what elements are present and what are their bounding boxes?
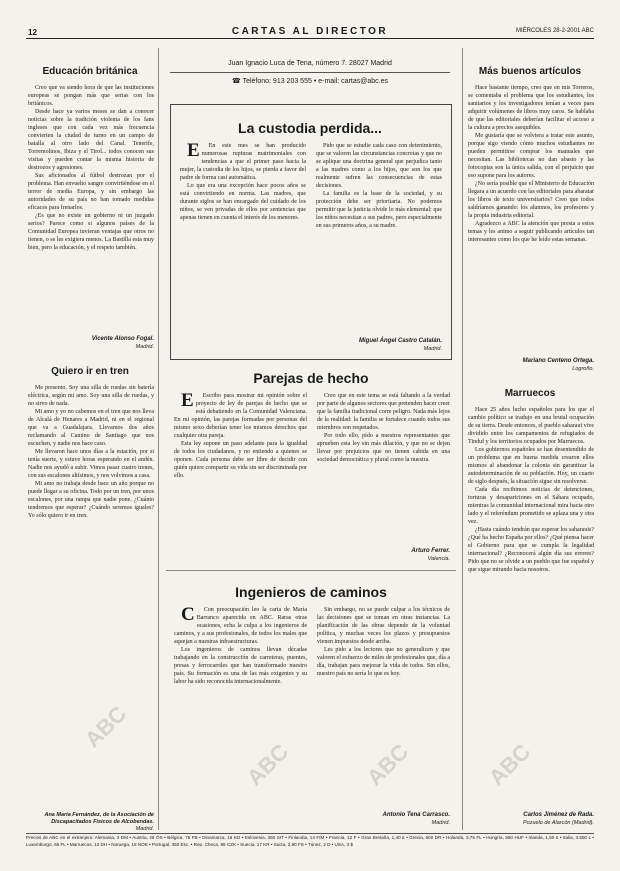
tren-paragraph: Me presento. Soy una silla de ruedas sin batería eléctrica, según mi amo. Soy una silla de ruedas, y no sirvo de nada.: [28, 385, 154, 407]
tren-paragraph: Mi amo no trabaja desde hace un año porque no puede llegar a su oficina. Todo por un tren, por unos escalones, por una rampa que nadie pone. ¿Cuánto tendremos que esperar? ¿Cuándo seremos iguales? Yo sólo quiero ir en tren.: [28, 481, 154, 519]
tren-paragraph: Me llevaron hace unos días a la estación, por si tenía suerte, y estuve horas esperando en el andén. Nadie nos ayudó a subir. Vimos pasar cuatro trenes, con sus escalones altísimos, y nos volvimos a casa.: [28, 449, 154, 479]
abc-watermark: ABC: [241, 738, 294, 791]
custodia-paragraph-text: En este mes se han producido numerosas rupturas matrimoniales con tendencias a que el primer paso hacia la mujer, la custodia de los hijos, se pierda a favor del padre de forma casi automática.: [180, 143, 306, 181]
articulos-paragraph: Me gustaría que se volviera a tratar este asunto, porque sigo viendo cómo muchos estudiantes no pueden permitirse comprar los manuales que necesitan. Las bibliotecas no dan abasto y las fotocopias son la única salida, con el perjuicio que eso supone para los autores.: [468, 133, 594, 179]
column-rule-left: [158, 48, 159, 440]
ingenieros-title: Ingenieros de caminos: [235, 584, 387, 600]
marruecos-signature: Carlos Jiménez de Rada.: [523, 812, 594, 818]
parejas-city: Valencia.: [427, 556, 450, 562]
custodia-city: Madrid.: [423, 346, 442, 352]
custodia-paragraph: La familia es la base de la sociedad, y su protección debe ser prioritaria. No podemos permitir que la justicia olvide lo más elemental: que los niños necesitan a sus padres, pero especialmente en sus primeros años, a su madre.: [316, 191, 442, 229]
parejas-paragraph: Creo que en este tema se está faltando a la verdad por parte de algunos sectores que pretenden hacer creer que la familia tradicional corre peligro. Nada más lejos de la realidad: la familia se fortalece cuando todos sus miembros son respetados.: [317, 393, 450, 431]
abc-watermark: ABC: [361, 738, 414, 791]
marruecos-paragraph: Hace 25 años lucho españoles para los que el cambio político se tradujo en una brutal ocupación de su tierra. Desde entonces, el pueblo saharaui vive dividido entre los campamentos de refugiados de Tinduf y los territorios ocupados por Marruecos.: [468, 407, 594, 445]
educacion-paragraph: ¿Es que no existe un gobierno ni un juzgado serios? Parece como si algunos países de la Comunidad Europea tuvieran ventajas que otros no tienen, o se les exigiera menos. La Bastilla esta muy bien, pero la educación, y el respeto también.: [28, 213, 154, 251]
parejas-paragraph: Por todo ello, pido a nuestros representantes que aprueben esta ley sin más dilación, y que no se dejen llevar por prejuicios que no tienen cabida en una sociedad democrática y plural como la nuestra.: [317, 433, 450, 463]
column-rule-left-lower: [158, 440, 159, 830]
marruecos-body: [468, 406, 594, 806]
educacion-title: Educación británica: [42, 66, 138, 77]
ingenieros-paragraph-text: Con preocupación leo la carta de María Barranco aparecida en ABC. Raras otras ocasiones, echa la culpa a los ingenieros de caminos, y a sus profesionales, de todos los males que aquejan a nuestras infraestructuras.: [174, 607, 307, 645]
date-line: MIÉRCOLES 28-2-2001 ABC: [515, 28, 594, 34]
email-address: e-mail: cartas@abc.es: [318, 78, 388, 85]
abc-watermark: ABC: [483, 738, 536, 791]
drop-cap: C: [181, 606, 195, 625]
ingenieros-signature: Antonio Tena Carrasco.: [382, 812, 450, 818]
tren-signature: Ana María Fernández, de la Asociación de Discapacitados Físicos de Alcobendas.: [44, 812, 154, 825]
ingenieros-paragraph: Sin embargo, no se puede culpar a los técnicos de las decisiones que se toman en otras instancias. La planificación de las obras depende de la voluntad política, y muchas veces los plazos y presupuestos vienen impuestos desde arriba.: [317, 607, 450, 645]
drop-cap: E: [187, 142, 200, 161]
custodia-paragraph: Lo que era una excepción hace pocos años se está convirtiendo en norma. Las madres, que durante siglos se han encargado del cuidado de los niños, se ven privadas de ellos por sentencias que apenas tienen en cuenta el interés de los menores.: [180, 183, 306, 221]
telephone-icon: ☎: [232, 78, 241, 85]
articulos-body: [468, 84, 594, 350]
foreign-prices-footer: Precios de ABC en el extranjero: Alemania, 3 DM • Austria, 28 ÖS • Bélgica, 75 FB • Dinamarca, 16 KD • Eslovenia, 350 SIT • Finlandia, 14 FIM • Francia, 12 F • Gran Bretaña, 1,40 £ • Grecia, 600 DR • Holanda, 3,75 FL • Hungría, 550 HUF • Irlanda, 1,50 £ • Italia, 3.500 L • Luxemburgo, 65 FL • Marruecos, 13 DH • Noruega, 18 NOK • Portugal, 350 Esc. • Rep. Checa, 85 CZK • Suecia, 17 KR • Suiza, 2,90 FS • Túnez, 2 D • USA, 3 $: [26, 835, 594, 847]
custodia-signature: Miguel Ángel Castro Catalán.: [358, 338, 442, 344]
educacion-body: [28, 84, 154, 326]
marruecos-paragraph: Los gobiernos españoles se han desentendido de un problema que en buena medida crearon ellos mismos al abandonar la colonia sin garantizar la autodeterminación de su población. Hoy, un cuarto de siglo después, la situación sigue sin resolverse.: [468, 447, 594, 485]
educacion-paragraph: Desde hace ya varios meses se dan a conocer noticias sobre la tradición violenta de los fans ingleses que con cada vez más frecuencia convierten la ciudad de turno en un campo de batalla al otro lado del Canal. Tenerife, Torremolinos, Ibiza y el Tirol... todos conocen sus visitas y pueden contar la misma historia de destrozos y agresiones.: [28, 109, 154, 171]
articulos-signature: Mariano Centeno Ortega.: [522, 358, 594, 364]
articulos-paragraph: Agradezco a ABC la atención que presta a estos temas y les animo a seguir publicando artículos tan interesantes como los que he leído estas semanas.: [468, 221, 594, 243]
phone-number: Teléfono: 913 203 555: [242, 78, 312, 85]
marruecos-paragraph: ¿Hasta cuándo tendrán que esperar los saharauis? ¿Qué ha hecho España por ellos? ¿Qué piensa hacer el Gobierno para que se cumpla la legalidad internacional? ¿Reconocerá algún día sus errores? Pido que no se olvide a un pueblo que fue español y que sigue mirando hacia nosotros.: [468, 527, 594, 573]
parejas-body: [174, 392, 450, 546]
parejas-paragraph: [174, 392, 307, 440]
center-divider: [166, 570, 456, 571]
educacion-paragraph: Creo que va siendo hora de que las instituciones europeas se pongan más que serias con los británicos.: [28, 85, 154, 107]
custodia-title: La custodia perdida...: [238, 120, 382, 136]
tren-body: [28, 384, 154, 808]
articulos-paragraph: Hace bastante tiempo, creo que en mis Torreros, se comentaba el problema que los estudiantes, los sanitarios y los investigadores tenían a veces para adquirir volúmenes de libros muy caros. Se hablaba de que las editoriales deberían facilitar el acceso a la cultura a precios asequibles.: [468, 85, 594, 131]
marruecos-city: Pozuelo de Alarcón (Madrid).: [522, 820, 594, 826]
parejas-paragraph: Esta ley supone un paso adelante para la igualdad de todos los ciudadanos, y no entiendo a quienes se oponen. Cada persona debe ser libre de decidir con quién quiere compartir su vida sin ser discriminada por ello.: [174, 441, 307, 479]
ingenieros-paragraph: Los ingenieros de caminos llevan décadas trabajando en la construcción de carreteras, puentes, presas y ferrocarriles que han transformado nuestro país. Su formación es una de las más exigentes y su labor ha sido reconocida internacionalmente.: [174, 647, 307, 685]
column-rule-right: [462, 48, 463, 830]
marruecos-title: Marruecos: [504, 388, 556, 399]
educacion-signature: Vicente Alonso Fogal.: [91, 336, 154, 342]
educacion-city: Madrid.: [135, 344, 154, 350]
bullet-separator: •: [313, 78, 319, 85]
contact-line: [170, 77, 450, 85]
articulos-paragraph: ¿No sería posible que el Ministerio de Educación llegara a un acuerdo con las editoriales para abaratar los libros de texto universitarios? Creo que todos saldríamos ganando: los alumnos, los profesores y la propia industria editorial.: [468, 181, 594, 219]
articulos-title: Más buenos artículos: [478, 66, 582, 77]
educacion-paragraph: Sus aficionados al fútbol destrozan por el problema. Han envuelto sangre convirtiéndose en el terror de media Europa, y sin embargo las autoridades de su país no han tomado medidas eficaces para frenarlos.: [28, 173, 154, 211]
postal-address: Juan Ignacio Luca de Tena, número 7. 28027 Madrid: [228, 60, 392, 67]
marruecos-paragraph: Cada día recibimos noticias de detenciones, torturas y desapariciones en el Sáhara ocupado, mientras la comunidad internacional mira hacia otro lado y el referéndum prometido se aplaza una y otra vez.: [468, 487, 594, 525]
custodia-paragraph: [180, 142, 306, 182]
tren-paragraph: Mi amo y yo no cabemos en el tren que nos lleva de Alcalá de Henares a Madrid, ni en el regional que va a Guadalajara. Llevamos dos años reclamando al Camino de Santiago que nos escuchen, y nadie nos hace caso.: [28, 409, 154, 447]
parejas-title: Parejas de hecho: [253, 370, 369, 386]
page-number: 12: [28, 28, 37, 37]
parejas-signature: Arturo Ferrer.: [411, 548, 450, 554]
custodia-paragraph: Pido que se estudie cada caso con detenimiento, que se valoren las circunstancias concretas y que no se aplique una doctrina general que perjudica tanto a las madres como a los hijos, que son los que realmente sufren las consecuencias de estas decisiones.: [316, 143, 442, 189]
section-title: CARTAS AL DIRECTOR: [231, 26, 389, 37]
address-rule: [170, 72, 450, 73]
custodia-body: [180, 142, 442, 338]
parejas-paragraph-text: Escribo para mostrar mi opinión sobre el proyecto de ley de parejas de hecho que se está debatiendo en la Comunidad Valenciana. En mi opinión, las parejas formadas por personas del mismo sexo deberían tener los mismos derechos que cualquier otra pareja.: [174, 393, 307, 439]
abc-watermark: ABC: [79, 700, 132, 753]
tren-title: Quiero ir en tren: [51, 366, 129, 377]
tren-city: Madrid.: [135, 826, 154, 832]
ingenieros-paragraph: Les pido a los lectores que no generalicen y que valoren el esfuerzo de miles de profesionales que, día a día, trabajan para mejorar la vida de todos. Sin ellos, nuestro país no sería lo que es hoy.: [317, 647, 450, 677]
ingenieros-city: Madrid.: [431, 820, 450, 826]
ingenieros-paragraph: [174, 606, 307, 646]
articulos-city: Logroño.: [572, 366, 594, 372]
header-rule: [26, 38, 594, 39]
drop-cap: E: [181, 392, 194, 411]
ingenieros-body: [174, 606, 450, 808]
